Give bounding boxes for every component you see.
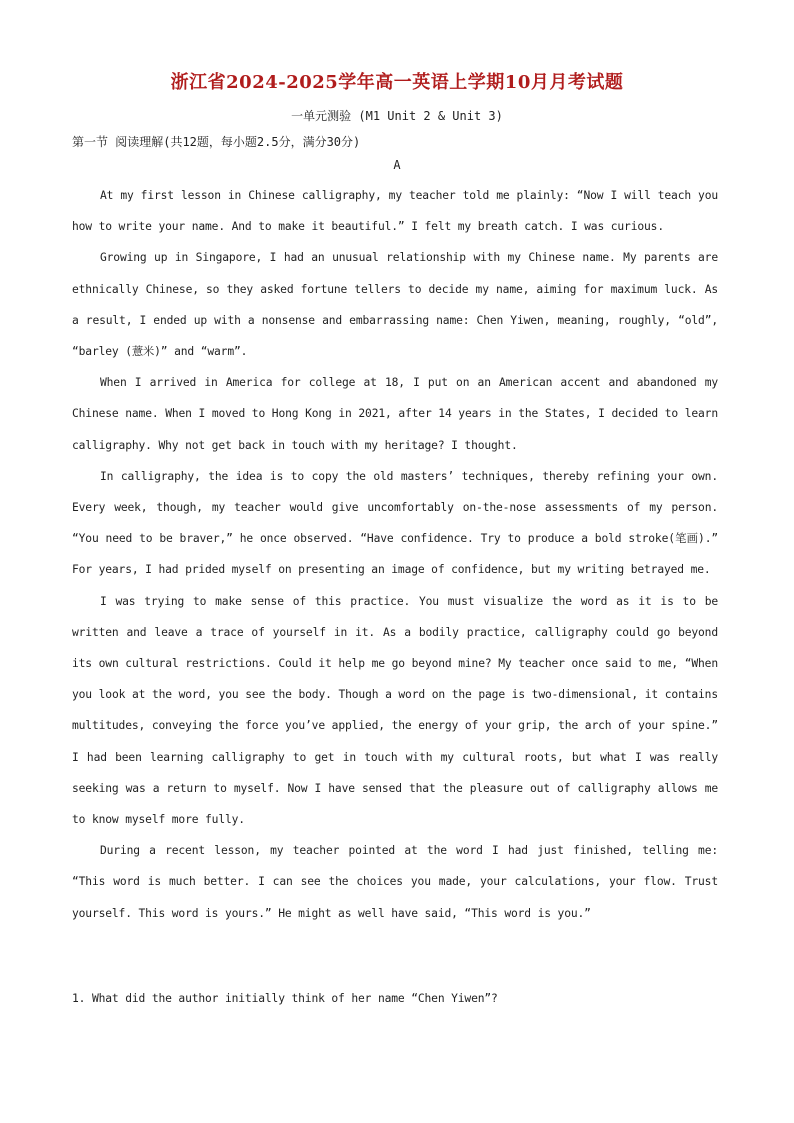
paragraph: At my first lesson in Chinese calligraphy, my teacher told me plainly: “Now I will teach you how to write your name. And to make it beautiful.” I felt my breath catch. I was curious. (72, 189, 718, 234)
paragraph: I was trying to make sense of this practice. You must visualize the word as it is to be written and leave a trace of yourself in it. As a bodily practice, calligraphy could go beyond its own cultural restrictions. Could it help me go beyond mine? My teacher once said to me, “When you look at the word, you see the body. Though a word on the page is two-dimensional, it contains multitudes, conveying the force you’ve applied, the energy of your grip, the arch of your spine.” I had been learning calligraphy to get in touch with my cultural roots, but what I was really seeking was a return to myself. Now I have sensed that the pleasure out of calligraphy allows me to know myself more fully. (72, 594, 718, 827)
paragraph: Growing up in Singapore, I had an unusual relationship with my Chinese name. My parents are ethnically Chinese, so they asked fortune tellers to decide my name, aiming for maximum luck. As a result, I ended up with a nonsense and embarrassing name: Chen Yiwen, meaning, roughly, “old”, “barley (薏米)” and “warm”. (72, 251, 718, 359)
passage-body (72, 180, 718, 929)
passage-label: A (393, 158, 401, 172)
paragraph: During a recent lesson, my teacher pointed at the word I had just finished, telling me: “This word is much better. I can see the choices you made, your calculations, your flow. Trust yourself. This word is yours.” He might as well have said, “This word is you.” (72, 844, 718, 920)
document-subtitle: 一单元测验 (M1 Unit 2 & Unit 3) (291, 109, 503, 123)
section-heading: 第一节 阅读理解(共12题，每小题2.5分，满分30分) (72, 135, 361, 149)
document-title: 浙江省2024-2025学年高一英语上学期10月月考试题 (170, 72, 624, 93)
question-1: 1. What did the author initially think of her name “Chen Yiwen”? (72, 992, 498, 1005)
paragraph: In calligraphy, the idea is to copy the old masters’ techniques, thereby refining your own. Every week, though, my teacher would give uncomfortably on-the-nose assessments of my person. “You need to be braver,” he once observed. “Have confidence. Try to produce a bold stroke(笔画).” For years, I had prided myself on presenting an image of confidence, but my writing betrayed me. (72, 469, 718, 577)
paragraph: When I arrived in America for college at 18, I put on an American accent and abandoned my Chinese name. When I moved to Hong Kong in 2021, after 14 years in the States, I decided to learn calligraphy. Why not get back in touch with my heritage? I thought. (72, 376, 718, 452)
